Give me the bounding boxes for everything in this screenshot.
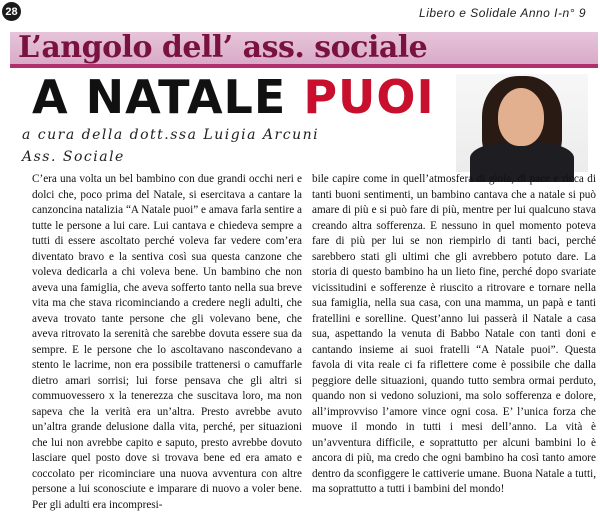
author-byline: a cura della dott.ssa Luigia Arcuni xyxy=(22,127,320,143)
author-role: Ass. Sociale xyxy=(22,149,125,165)
page-number-badge xyxy=(2,2,21,21)
headline-part-1: A NATALE xyxy=(32,70,287,124)
headline-part-2: PUOI xyxy=(303,70,435,124)
author-photo xyxy=(456,74,588,172)
article-text-right: bile capire come in quell’atmosfera di gioia, di pace e ricca di tanti buoni sentimenti, un bambino cantava che a natale si può amare di più e si può fare di più, mentre per lui qualcuno stava creando altra sofferenza. E nessuno in quel momento poteva fare di più per lui se non riempirlo di tanti baci, perché sarebbero stati gli ultimi che gli avrebbero potuto dare. La storia di questo bambino ha un lieto fine, perché dopo svariate vicissitudini e sofferenze è riuscito a ritrovare e tornare nella sua famiglia, nella sua casa, con una mamma, un papà e tanti fratellini e sorelline. Quest’anno lui passerà il Natale a casa sua, aspettando la venuta di Babbo Natale con tanti doni e cantando insieme ai suoi fratelli “A Natale puoi”. Questa favola di vita reale ci fa riflettere come è possibile che dalla peggiore delle situazioni, quando tutto sembra ormai perduto, quando non si vedono soluzioni, ma solo sofferenza e dolore, all’improvviso l’amore vince ogni cosa. E’ l’unica forza che muove il mondo in tutti i mesi dell’anno. La vità è un’avventura difficile, e soprattutto per alcuni bambini lo è ancora di più, ma credo che ogni bambino ha così tanto amore dentro da sconfiggere le cattiverie umane. Buona Natale a tutti, ma soprattutto a tutti i bambini del mondo! xyxy=(312,173,596,495)
running-title: Libero e Solidale Anno I-n° 9 xyxy=(419,6,586,20)
article-column-right xyxy=(312,172,596,498)
article-text-left: C’era una volta un bel bambino con due grandi occhi neri e dolci che, poco prima del Natale, si esercitava a cantare la canzoncina natalizia “A Natale puoi” e amava farla sentire a tutte le persone a lui care. Lui cantava e chiedeva sempre a tutti di essere ascoltato perché voleva far vedere com’era diventato bravo e la sentiva così sua questa canzone che voleva dedicarla a chi voleva bene. Un bambino che non aveva una famiglia, che aveva sofferto tanto nella sua breve vita ma che stava ricominciando a credere negli adulti, che aveva trovato tante persone che gli volevano bene, che aveva ritrovato la serenità che sarebbe dovuta essere sua da sempre. E le persone che lo ascoltavano nascondevano a stento le lacrime, non era possibile trattenersi o camuffarle dietro amari sorrisi; lui forse pensava che gli altri si commuovessero x la tenerezza che suscitava loro, ma non sapeva che la verità era un’altra. Presto avrebbe avuto un’altra grande delusione dalla vita, perché, per situazioni che lui non avrebbe capito e saputo, presto avrebbe dovuto lasciare quel posto dove si trovava bene ed era amato e coccolato per ricominciare una nuova avventura con altre persone a lui sconosciute e imparare di nuovo a voler bene. Per gli adulti era incompresi- xyxy=(32,173,302,511)
article-headline xyxy=(32,70,435,124)
page-number: 28 xyxy=(5,5,18,18)
section-title: L’angolo dell’ ass. sociale xyxy=(18,30,428,65)
article-column-left xyxy=(32,172,302,513)
